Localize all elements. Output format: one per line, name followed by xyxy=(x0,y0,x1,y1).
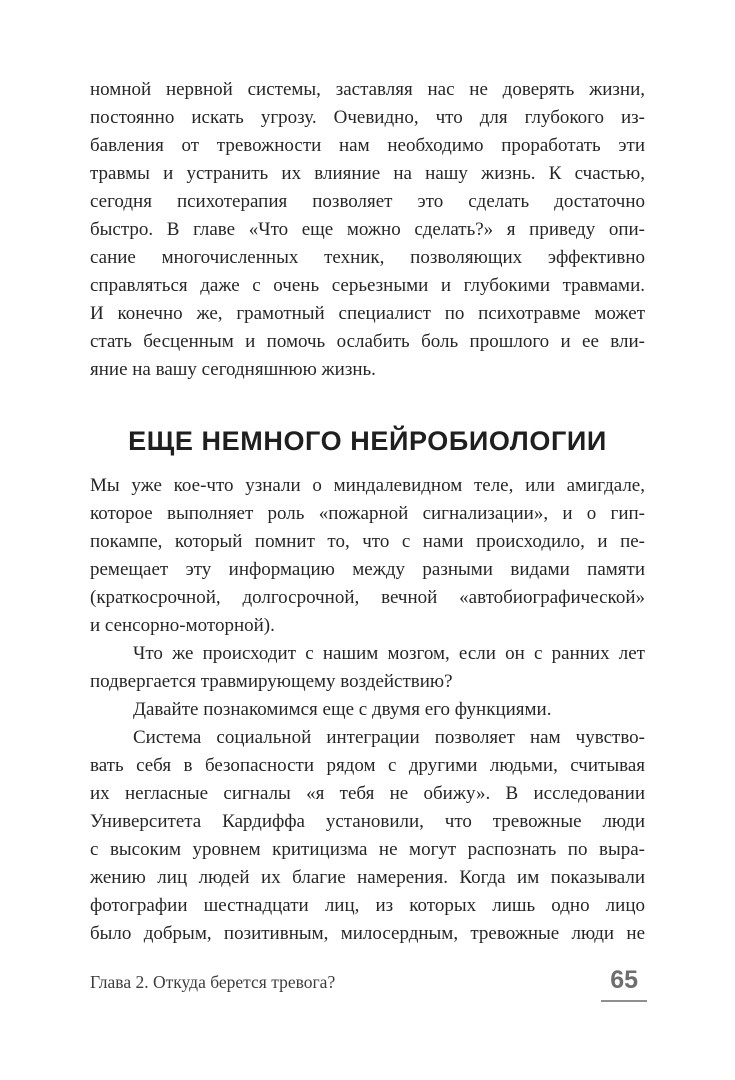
text-line: сегодня психотерапия позволяет это сделать достаточно xyxy=(90,191,645,212)
paragraph xyxy=(90,724,645,948)
text-line: подвергается травмирующему воздействию? xyxy=(90,671,453,692)
running-title: Глава 2. Откуда берется тревога? xyxy=(90,972,336,992)
page-number-value: 65 xyxy=(610,966,638,994)
text-line: постоянно искать угрозу. Очевидно, что для глубокого из- xyxy=(90,107,645,128)
body-paragraphs-top xyxy=(90,76,645,384)
body-paragraphs-bottom xyxy=(90,472,645,948)
text-line: с высоким уровнем критицизма не могут распознать по выра- xyxy=(90,839,645,860)
text-line: Мы уже кое-что узнали о миндалевидном теле, или амигдале, xyxy=(90,475,645,496)
text-line: их негласные сигналы «я тебя не обижу». В исследовании xyxy=(90,783,645,804)
page-number xyxy=(601,966,647,1002)
text-line: бавления от тревожности нам необходимо проработать эти xyxy=(90,135,645,156)
page-text-block xyxy=(90,76,645,948)
text-line: которое выполняет роль «пожарной сигнализации», и о гип- xyxy=(90,503,645,524)
text-line: (краткосрочной, долгосрочной, вечной «автобиографической» xyxy=(90,587,645,608)
text-line: ремещает эту информацию между разными видами памяти xyxy=(90,559,645,580)
text-line: яние на вашу сегодняшнюю жизнь. xyxy=(90,359,376,380)
paragraph xyxy=(90,696,645,724)
paragraph xyxy=(90,640,645,696)
text-line: травмы и устранить их влияние на нашу жизнь. К счастью, xyxy=(90,163,645,184)
text-line: Давайте познакомимся еще с двумя его функциями. xyxy=(133,699,552,720)
text-line: вать себя в безопасности рядом с другими людьми, считывая xyxy=(90,755,645,776)
text-line: Система социальной интеграции позволяет нам чувство- xyxy=(133,727,645,748)
text-line: стать бесценным и помочь ослабить боль прошлого и ее вли- xyxy=(90,331,645,352)
text-line: жению лиц людей их благие намерения. Когда им показывали xyxy=(90,867,645,888)
text-line: справляться даже с очень серьезными и глубокими травмами. xyxy=(90,275,645,296)
text-line: И конечно же, грамотный специалист по психотравме может xyxy=(90,303,645,324)
paragraph xyxy=(90,76,645,384)
text-line: покампе, который помнит то, что с нами происходило, и пе- xyxy=(90,531,645,552)
text-line: быстро. В главе «Что еще можно сделать?» я приведу опи- xyxy=(90,219,645,240)
paragraph xyxy=(90,472,645,640)
text-line: сание многочисленных техник, позволяющих эффективно xyxy=(90,247,645,268)
page-footer xyxy=(90,966,647,1002)
text-line: было добрым, позитивным, милосердным, тревожные люди не xyxy=(90,923,645,944)
text-line: Что же происходит с нашим мозгом, если он с ранних лет xyxy=(133,643,645,664)
text-line: и сенсорно-моторной). xyxy=(90,615,275,636)
text-line: Университета Кардиффа установили, что тревожные люди xyxy=(90,811,645,832)
text-line: фотографии шестнадцати лиц, из которых лишь одно лицо xyxy=(90,895,645,916)
text-line: номной нервной системы, заставляя нас не доверять жизни, xyxy=(90,79,645,100)
section-heading: ЕЩЕ НЕМНОГО НЕЙРОБИОЛОГИИ xyxy=(128,426,607,456)
